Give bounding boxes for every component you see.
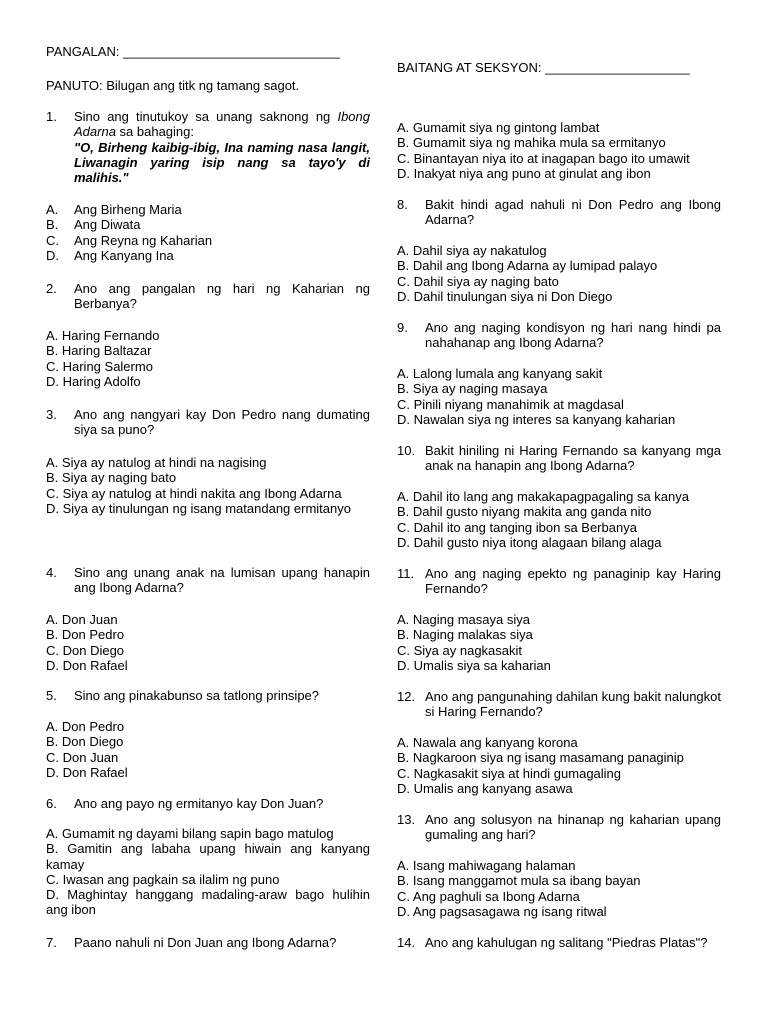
option-a[interactable]: A. Naging masaya siya [397,612,530,627]
question-7 [46,935,370,950]
question-14 [397,935,721,950]
option-b[interactable]: B. Gumamit siya ng mahika mula sa ermitanyo [397,135,666,151]
question-6-options [46,826,370,918]
option-a[interactable]: A. Nawala ang kanyang korona [397,735,578,750]
question-number: 4. [46,565,57,580]
option-c[interactable]: C. Don Juan [46,749,119,765]
option-a[interactable]: A. Gumamit ng dayami bilang sapin bago matulog [46,826,334,841]
option-d[interactable]: D. Maghintay hanggang madaling-araw bago hulihin ang ibon [46,887,370,918]
question-5 [46,688,370,703]
question-11-options [397,612,721,673]
question-2 [46,281,370,312]
question-number: 2. [46,281,57,296]
question-9 [397,320,721,351]
question-2-options [46,328,370,389]
option-d[interactable]: D. Umalis ang kanyang asawa [397,780,573,796]
option-b[interactable]: B. Don Diego [46,734,124,750]
question-3 [46,407,370,438]
option-d[interactable]: D. Inakyat niya ang puno at ginulat ang ibon [397,165,651,181]
option-letter: A. [46,202,59,217]
option-d[interactable]: D. Don Rafael [46,657,128,673]
option-letter: B. [46,217,59,233]
question-text: Ano ang payo ng ermitanyo kay Don Juan? [74,796,324,811]
question-9-options [397,366,721,427]
option-d[interactable]: D. Dahil gusto niya itong alagaan bilang alaga [397,534,662,550]
option-c[interactable]: C. Siya ay nagkasakit [397,642,523,658]
question-text: Ano ang naging epekto ng panaginip kay Haring Fernando? [425,566,721,597]
option-b[interactable]: B. Dahil ang Ibong Adarna ay lumipad palayo [397,258,658,274]
question-text: Ano ang pangunahing dahilan kung bakit nalungkot si Haring Fernando? [425,689,721,720]
option-c[interactable]: C. Ang paghuli sa Ibong Adarna [397,888,580,904]
name-field-label: PANGALAN: ______________________________ [46,44,340,59]
question-5-options [46,719,370,780]
option-c[interactable]: C. Dahil ito ang tanging ibon sa Berbanya [397,519,637,535]
option-c[interactable]: C. Haring Salermo [46,358,153,374]
question-8-options [397,243,721,304]
option-c[interactable]: C. Binantayan niya ito at inagapan bago ito umawit [397,150,690,166]
question-3-options [46,455,370,516]
option-a[interactable]: A. Dahil siya ay nakatulog [397,243,547,258]
question-7-options [397,120,721,181]
question-number: 9. [397,320,408,335]
question-number: 13. [397,812,416,827]
question-4 [46,565,370,596]
option-a[interactable]: A. Gumamit siya ng gintong lambat [397,120,600,135]
question-text-part: Sino ang tinutukoy sa unang saknong ng [74,109,338,124]
grade-section-field-label: BAITANG AT SEKSYON: ____________________ [397,60,690,75]
option-a[interactable]: A. Don Juan [46,612,118,627]
question-10-options [397,489,721,550]
question-10 [397,443,721,474]
option-d[interactable]: D. Ang pagsasagawa ng isang ritwal [397,903,607,919]
option-c[interactable]: C. Siya ay natulog at hindi nakita ang Ibong Adarna [46,485,342,501]
question-12 [397,689,721,720]
question-text-part: sa bahaging: [115,124,194,140]
option-c[interactable]: C. Dahil siya ay naging bato [397,273,559,289]
question-text: Sino ang unang anak na lumisan upang hanapin ang Ibong Adarna? [74,565,370,596]
option-letter: C. [46,232,59,248]
question-text: Ano ang pangalan ng hari ng Kaharian ng Berbanya? [74,281,370,312]
question-number: 8. [397,197,408,212]
question-4-options [46,612,370,673]
option-b[interactable]: B. Haring Baltazar [46,343,152,359]
question-number: 12. [397,689,416,704]
option-d[interactable] [46,248,370,263]
question-number: 3. [46,407,57,422]
question-number: 7. [46,935,57,950]
option-text: Ang Kanyang Ina [74,247,174,263]
question-text: Ano ang naging kondisyon ng hari nang hindi pa nahahanap ang Ibong Adarna? [425,320,721,351]
option-b[interactable]: B. Don Pedro [46,627,125,643]
option-c[interactable]: C. Don Diego [46,642,125,658]
question-1-options [46,202,370,263]
question-number: 10. [397,443,416,458]
question-number: 5. [46,688,57,703]
question-6 [46,796,370,811]
option-c[interactable]: C. Pinili niyang manahimik at magdasal [397,396,624,412]
option-a[interactable]: A. Don Pedro [46,719,125,734]
question-text [74,109,370,185]
option-b[interactable]: B. Nagkaroon siya ng isang masamang panaginip [397,750,684,766]
option-b[interactable]: B. Siya ay naging bato [46,470,177,486]
option-text: Ang Reyna ng Kaharian [74,232,213,248]
question-number: 14. [397,935,416,950]
option-d[interactable]: D. Umalis siya sa kaharian [397,657,551,673]
option-a[interactable]: A. Siya ay natulog at hindi na nagising [46,455,267,470]
option-c[interactable] [46,233,370,248]
quoted-verse: "O, Birheng kaibig-ibig, Ina naming nasa langit, Liwanagin yaring isip nang sa tayo'y di malihis." [74,139,370,186]
question-1 [46,109,370,185]
option-a[interactable]: A. Haring Fernando [46,328,160,343]
option-c[interactable]: C. Nagkasakit siya at hindi gumagaling [397,765,622,781]
question-number: 6. [46,796,57,811]
question-text: Bakit hiniling ni Haring Fernando sa kanyang mga anak na hanapin ang Ibong Adarna? [425,443,721,474]
option-text: Ang Birheng Maria [74,202,182,217]
instructions: PANUTO: Bilugan ang titk ng tamang sagot. [46,78,300,93]
option-d[interactable]: D. Dahil tinulungan siya ni Don Diego [397,288,613,304]
option-b[interactable]: B. Naging malakas siya [397,627,533,643]
option-d[interactable]: D. Haring Adolfo [46,373,141,389]
option-c[interactable]: C. Iwasan ang pagkain sa ilalim ng puno [46,871,280,887]
option-b[interactable]: B. Isang manggamot mula sa ibang bayan [397,873,641,889]
question-13-options [397,858,721,919]
question-number: 1. [46,109,57,124]
option-a[interactable]: A. Dahil ito lang ang makakapagpagaling sa kanya [397,489,689,504]
question-text: Ano ang kahulugan ng salitang "Piedras Platas"? [425,935,708,950]
question-text: Ano ang solusyon na hinanap ng kaharian upang gumaling ang hari? [425,812,721,843]
question-text: Sino ang pinakabunso sa tatlong prinsipe? [74,688,320,703]
question-8 [397,197,721,228]
question-13 [397,812,721,843]
option-d[interactable]: D. Siya ay tinulungan ng isang matandang ermitanyo [46,500,351,516]
option-a[interactable]: A. Lalong lumala ang kanyang sakit [397,366,603,381]
question-text: Ano ang nangyari kay Don Pedro nang dumating siya sa puno? [74,407,370,438]
option-b[interactable]: B. Dahil gusto niyang makita ang ganda nito [397,504,652,520]
question-11 [397,566,721,597]
book-title: Ibong Adarna [74,109,370,140]
option-letter: D. [46,247,59,263]
option-b[interactable]: B. Gamitin ang labaha upang hiwain ang kanyang kamay [46,841,370,872]
question-text: Bakit hindi agad nahuli ni Don Pedro ang Ibong Adarna? [425,197,721,228]
option-a[interactable] [46,202,370,217]
option-d[interactable]: D. Nawalan siya ng interes sa kanyang kaharian [397,411,676,427]
question-number: 11. [397,566,415,581]
option-text: Ang Diwata [74,217,141,233]
option-b[interactable] [46,217,370,232]
question-12-options [397,735,721,796]
option-a[interactable]: A. Isang mahiwagang halaman [397,858,576,873]
option-d[interactable]: D. Don Rafael [46,764,128,780]
option-b[interactable]: B. Siya ay naging masaya [397,381,548,397]
question-text: Paano nahuli ni Don Juan ang Ibong Adarna? [74,935,337,950]
